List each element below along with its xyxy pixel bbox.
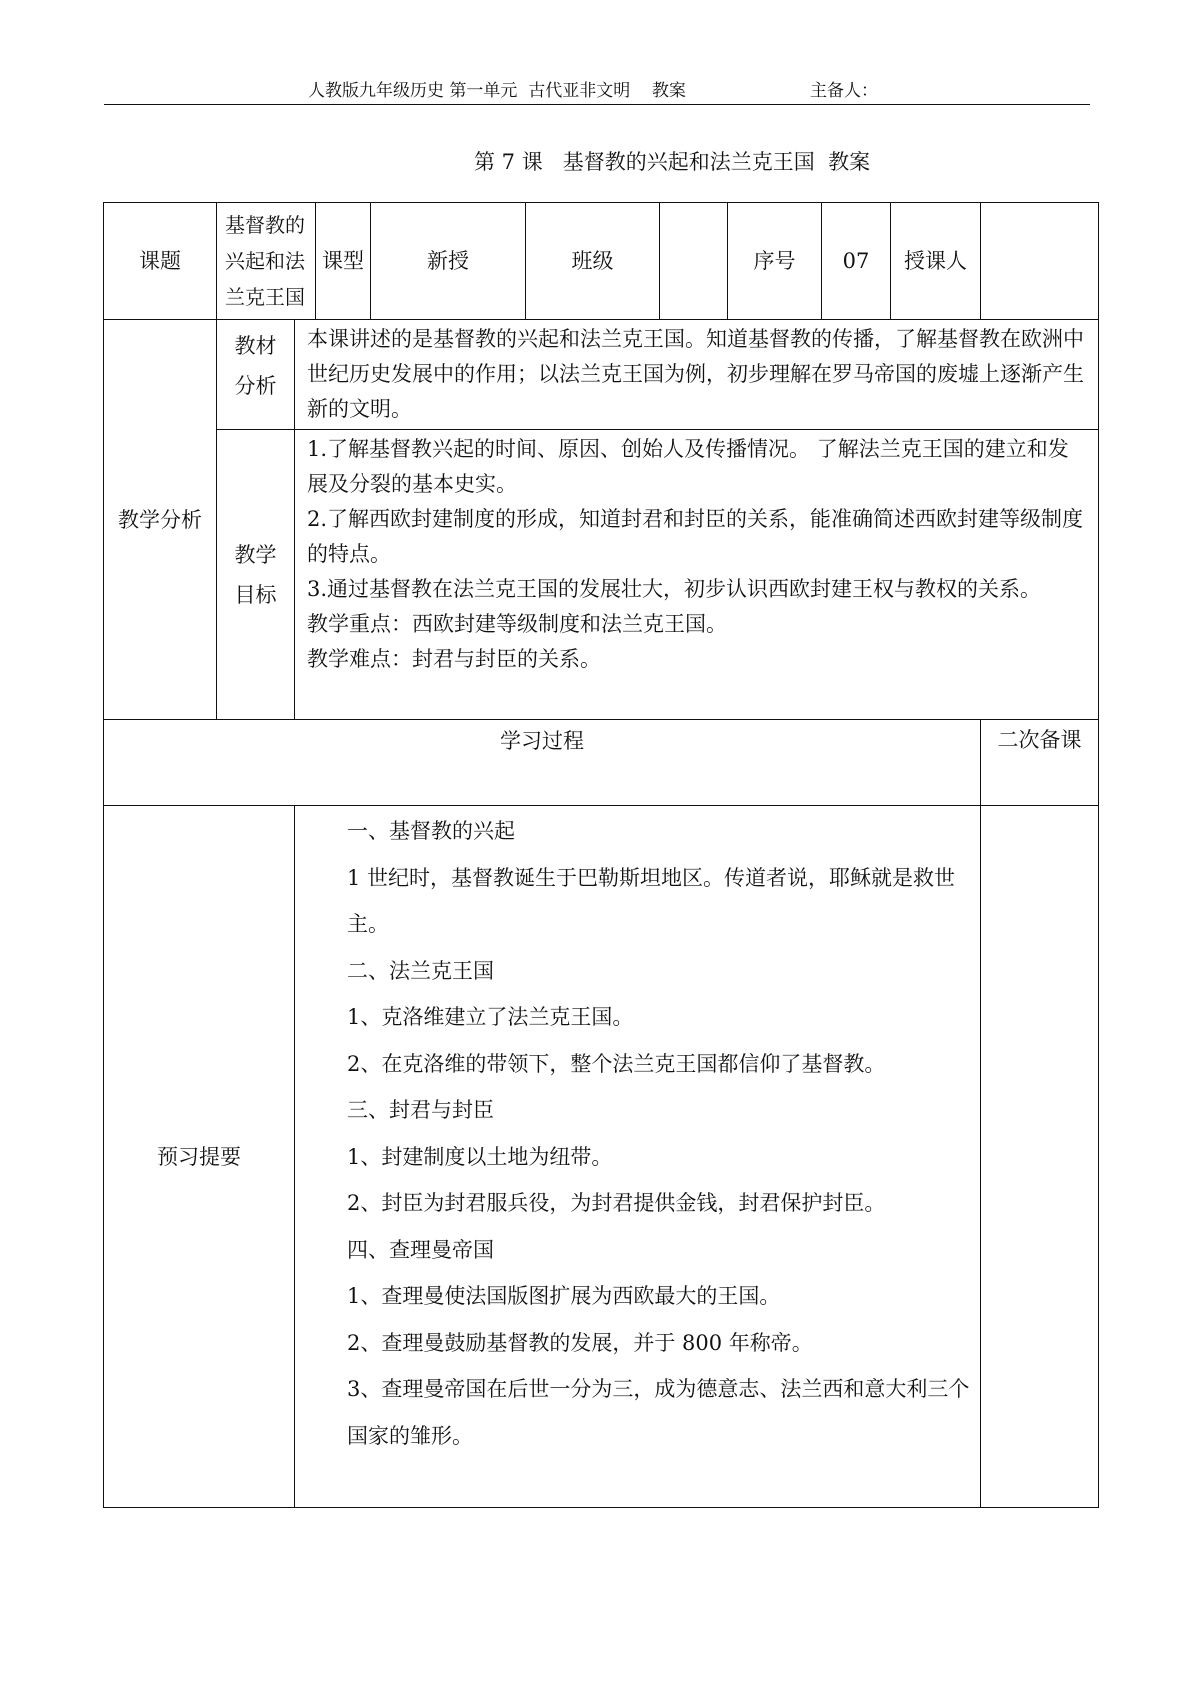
type-value: 新授 [371, 203, 526, 320]
type-label: 课型 [316, 203, 371, 320]
page-header-left: 人教版九年级历史 第一单元 古代亚非文明 教案 [308, 81, 686, 101]
difficult-point: 教学难点：封君与封臣的关系。 [307, 647, 601, 671]
teacher-value [981, 203, 1099, 320]
preview-line: 2、在克洛维的带领下，整个法兰克王国都信仰了基督教。 [347, 1051, 886, 1076]
class-value [660, 203, 728, 320]
material-row [104, 320, 1099, 430]
header-rule [104, 104, 1090, 105]
teaching-goals-label: 教学目标 [217, 430, 295, 720]
section-heading: 二、法兰克王国 [347, 958, 494, 983]
section-heading: 一、基督教的兴起 [347, 819, 515, 843]
teaching-analysis-label: 教学分析 [104, 320, 217, 720]
preview-line: 2、查理曼鼓励基督教的发展，并于 800 年称帝。 [347, 1330, 813, 1355]
preview-line: 3、查理曼帝国在后世一分为三，成为德意志、法兰西和意大利三个 [347, 1377, 970, 1401]
preview-line: 1 世纪时，基督教诞生于巴勒斯坦地区。传道者说，耶稣就是救世 [347, 865, 956, 890]
topic-value: 基督教的兴起和法兰克王国 [217, 203, 316, 320]
key-point: 教学重点：西欧封建等级制度和法兰克王国。 [307, 612, 727, 636]
preview-row [104, 806, 1099, 1508]
preview-line: 主。 [347, 912, 389, 936]
second-prep-cell [981, 806, 1099, 1508]
material-analysis-text: 本课讲述的是基督教的兴起和法兰克王国。知道基督教的传播，了解基督教在欧洲中世纪历史发展中的作用；以法兰克王国为例，初步理解在罗马帝国的废墟上逐渐产生新的文明。 [295, 320, 1099, 430]
preview-line: 2、封臣为封君服兵役，为封君提供金钱，封君保护封臣。 [347, 1191, 886, 1215]
process-header-row [104, 720, 1099, 806]
seq-label: 序号 [728, 203, 822, 320]
section-heading: 四、查理曼帝国 [347, 1237, 494, 1262]
goal-item: 3.通过基督教在法兰克王国的发展壮大，初步认识西欧封建王权与教权的关系。 [307, 577, 1042, 601]
preview-line: 国家的雏形。 [347, 1423, 473, 1448]
preview-outline-content [295, 806, 981, 1508]
lesson-title: 第 7 课 基督教的兴起和法兰克王国 教案 [474, 150, 871, 174]
teacher-label: 授课人 [891, 203, 981, 320]
teaching-goals-cell [295, 430, 1099, 720]
second-prep-label: 二次备课 [981, 720, 1099, 806]
learning-process-title: 学习过程 [104, 720, 981, 806]
class-label: 班级 [526, 203, 660, 320]
page-header-preparer: 主备人： [810, 81, 878, 101]
lesson-plan-table [103, 202, 1098, 1508]
topic-label: 课题 [104, 203, 217, 320]
material-analysis-label: 教材分析 [217, 320, 295, 430]
preview-line: 1、封建制度以土地为纽带。 [347, 1144, 613, 1169]
preview-outline-label: 预习提要 [104, 806, 295, 1508]
info-row [104, 203, 1099, 320]
seq-value: 07 [822, 203, 891, 320]
goals-row [104, 430, 1099, 720]
goal-item: 1.了解基督教兴起的时间、原因、创始人及传播情况。 了解法兰克王国的建立和发展及分裂的基本史实。 [307, 437, 1069, 496]
preview-line: 1、查理曼使法国版图扩展为西欧最大的王国。 [347, 1284, 781, 1308]
section-heading: 三、封君与封臣 [347, 1098, 494, 1122]
preview-line: 1、克洛维建立了法兰克王国。 [347, 1005, 634, 1029]
goal-item: 2.了解西欧封建制度的形成，知道封君和封臣的关系，能准确简述西欧封建等级制度的特点。 [307, 507, 1084, 566]
